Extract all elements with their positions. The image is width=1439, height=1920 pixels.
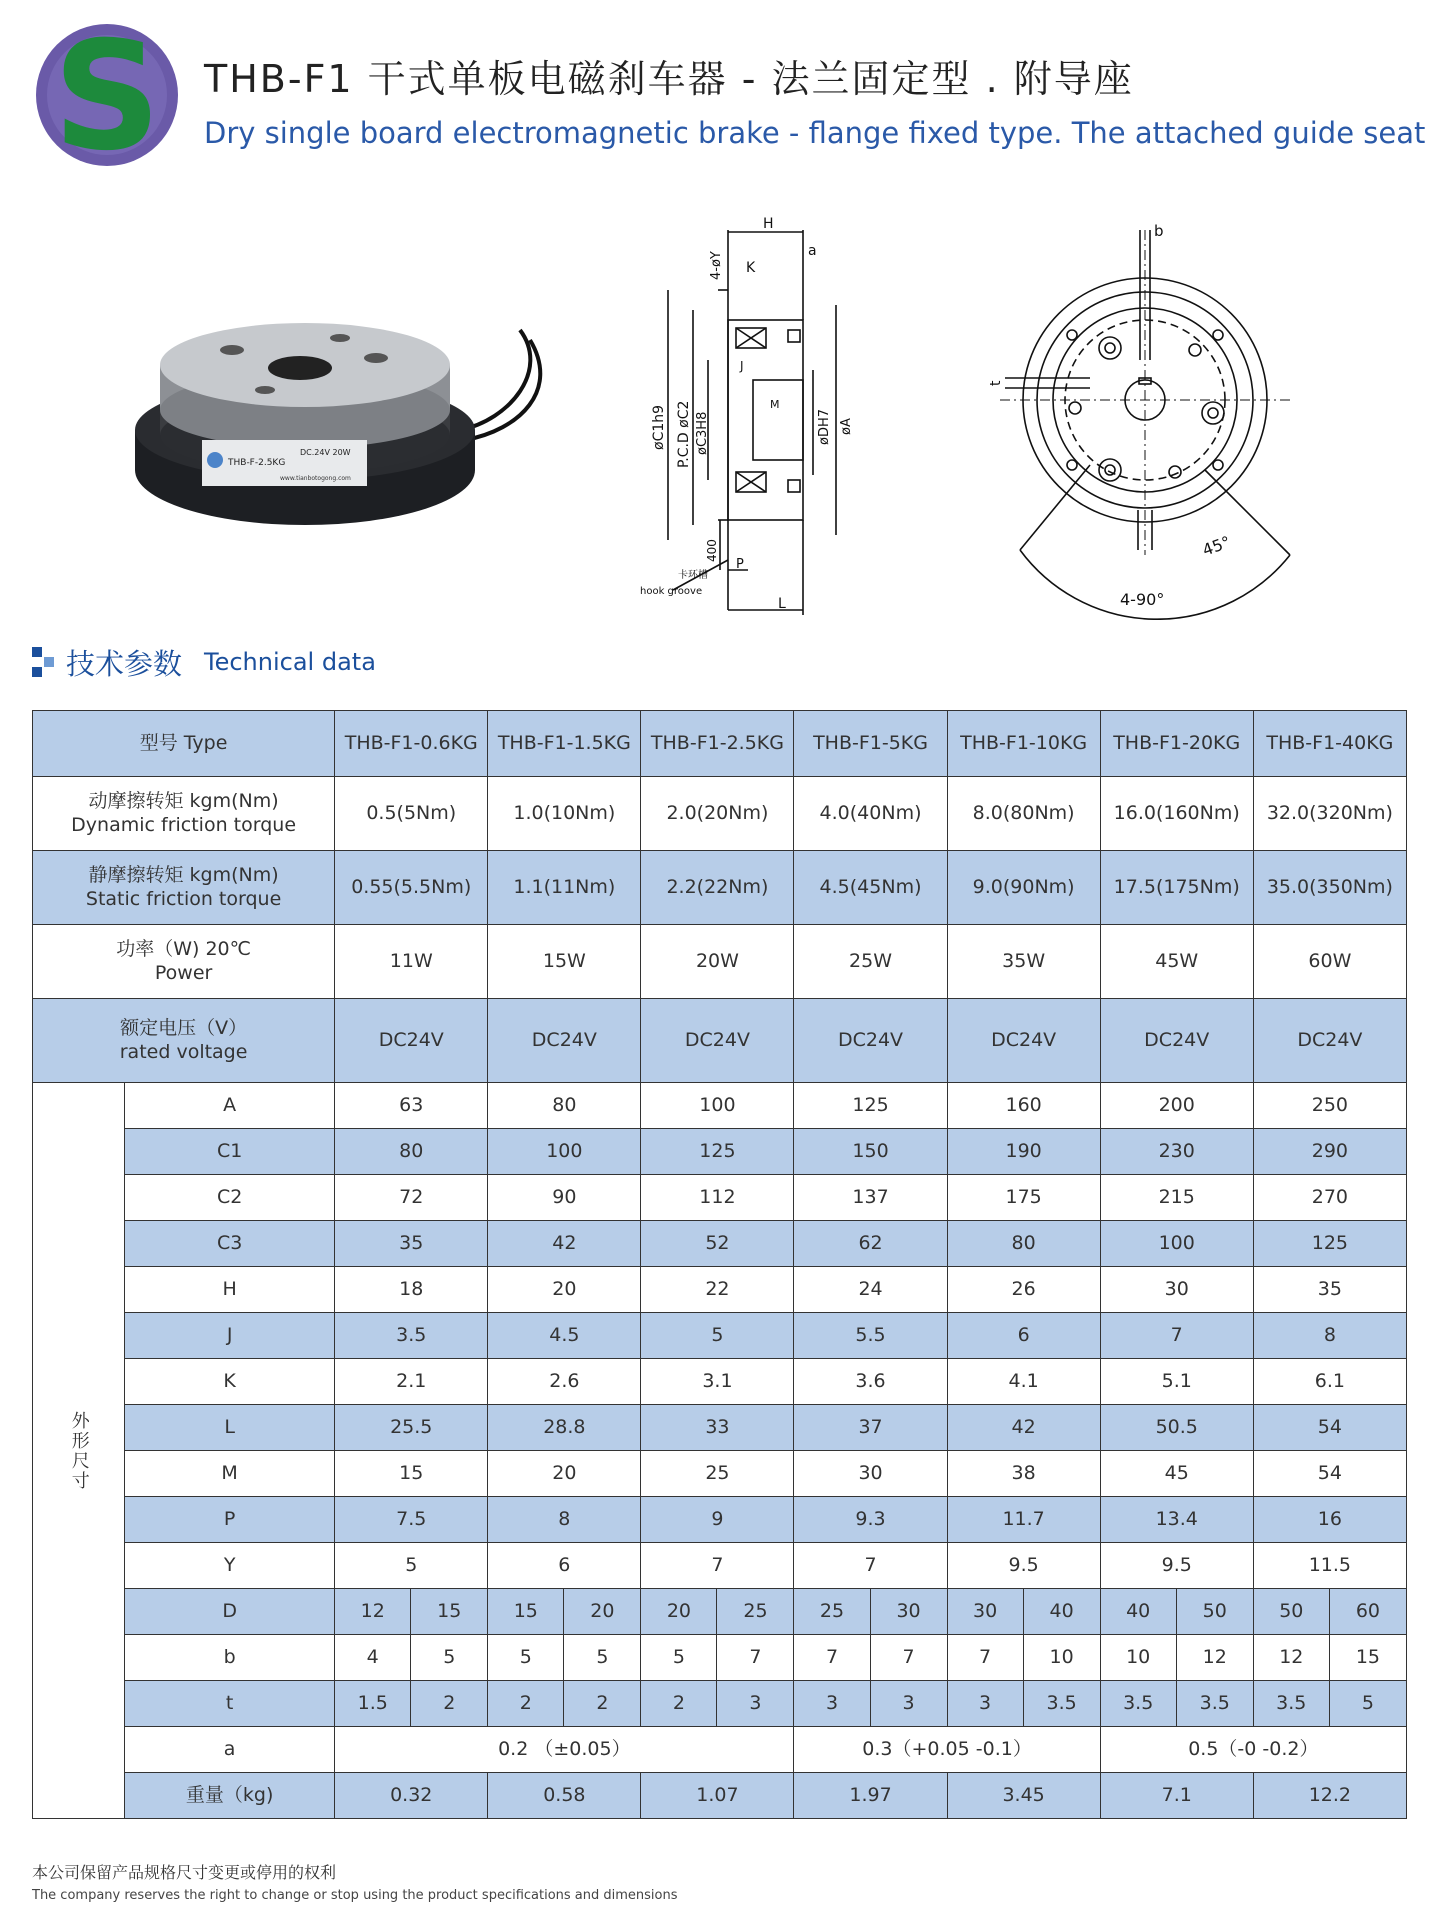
table-cell: 24 [794, 1267, 947, 1313]
table-cell: 30 [947, 1589, 1023, 1635]
table-row-a [33, 1727, 1407, 1773]
table-cell: 62 [794, 1221, 947, 1267]
dim-name: D [125, 1589, 335, 1635]
table-cell: 6 [488, 1543, 641, 1589]
table-cell: 100 [641, 1083, 794, 1129]
dim-name: b [125, 1635, 335, 1681]
table-cell: 5 [335, 1543, 488, 1589]
table-row-dynamic [33, 777, 1407, 851]
table-cell: 3.5 [1176, 1681, 1253, 1727]
table-cell: 12.2 [1253, 1773, 1406, 1819]
table-cell: 3.5 [1023, 1681, 1100, 1727]
table-cell: DC24V [641, 999, 794, 1083]
table-cell: 16 [1253, 1497, 1406, 1543]
table-cell: 30 [1100, 1267, 1253, 1313]
table-cell: 1.5 [335, 1681, 411, 1727]
table-cell: 30 [870, 1589, 947, 1635]
table-cell: 6 [947, 1313, 1100, 1359]
table-row-dim [33, 1405, 1407, 1451]
table-cell: 20 [641, 1589, 717, 1635]
table-cell: 50 [1253, 1589, 1329, 1635]
section-title-en: Technical data [204, 648, 376, 676]
model-header: THB-F1-10KG [947, 711, 1100, 777]
table-cell: 80 [947, 1221, 1100, 1267]
table-cell: 45 [1100, 1451, 1253, 1497]
photo-label-url: www.tianbotogong.com [280, 475, 351, 482]
table-row-dim [33, 1175, 1407, 1221]
dim-name: H [125, 1267, 335, 1313]
dim-name: C3 [125, 1221, 335, 1267]
model-header: THB-F1-20KG [1100, 711, 1253, 777]
table-cell: 9.5 [1100, 1543, 1253, 1589]
side-section-drawing [628, 210, 928, 630]
table-cell: 5 [411, 1635, 488, 1681]
table-cell: 7.5 [335, 1497, 488, 1543]
table-cell: 42 [488, 1221, 641, 1267]
table-cell: 28.8 [488, 1405, 641, 1451]
table-cell: 2 [411, 1681, 488, 1727]
table-cell: 20 [488, 1267, 641, 1313]
dim-name: t [125, 1681, 335, 1727]
table-cell: 4.5(45Nm) [794, 851, 947, 925]
table-row-dim [33, 1497, 1407, 1543]
table-cell: 4.1 [947, 1359, 1100, 1405]
table-cell: 0.2 （±0.05） [335, 1727, 794, 1773]
table-cell: DC24V [335, 999, 488, 1083]
table-cell: 50 [1176, 1589, 1253, 1635]
table-cell: 290 [1253, 1129, 1406, 1175]
dim-label-C3: øC3H8 [695, 411, 710, 455]
table-cell: 16.0(160Nm) [1100, 777, 1253, 851]
dim-label-DH7: øDH7 [817, 408, 832, 445]
row-label [33, 777, 335, 851]
table-cell: 11.7 [947, 1497, 1100, 1543]
table-cell: 20W [641, 925, 794, 999]
table-cell: 7 [794, 1635, 870, 1681]
table-cell: 22 [641, 1267, 794, 1313]
dim-name: P [125, 1497, 335, 1543]
table-cell: 38 [947, 1451, 1100, 1497]
table-cell: DC24V [1253, 999, 1406, 1083]
row-label-en: Power [154, 961, 213, 984]
row-label-en: Dynamic friction torque [71, 813, 297, 836]
dim-label-M: M [770, 398, 780, 411]
type-label: 型号 Type [33, 711, 335, 777]
table-cell: 15W [488, 925, 641, 999]
table-cell: 215 [1100, 1175, 1253, 1221]
row-label [33, 925, 335, 999]
table-cell: 160 [947, 1083, 1100, 1129]
dim-name: L [125, 1405, 335, 1451]
model-header: THB-F1-5KG [794, 711, 947, 777]
table-cell: 12 [1253, 1635, 1329, 1681]
table-cell: 200 [1100, 1083, 1253, 1129]
table-cell: 20 [488, 1451, 641, 1497]
table-cell: 3 [947, 1681, 1023, 1727]
row-label-cn: 静摩擦转矩 kgm(Nm) [88, 863, 279, 886]
table-cell: 3.1 [641, 1359, 794, 1405]
table-cell: 25 [794, 1589, 870, 1635]
table-cell: 10 [1023, 1635, 1100, 1681]
table-cell: 112 [641, 1175, 794, 1221]
table-cell: 2 [564, 1681, 641, 1727]
footer-note-en: The company reserves the right to change or stop using the product specifications and dimensions [32, 1888, 678, 1903]
table-cell: 3.45 [947, 1773, 1100, 1819]
table-cell: 5 [564, 1635, 641, 1681]
row-label-cn: 功率（W) 20℃ [116, 937, 251, 960]
table-cell: 5.5 [794, 1313, 947, 1359]
table-cell: 250 [1253, 1083, 1406, 1129]
dim-label-K: K [746, 260, 756, 276]
table-cell: 137 [794, 1175, 947, 1221]
angle-label-4-90: 4-90° [1120, 590, 1165, 609]
table-cell: 20 [564, 1589, 641, 1635]
row-label-cn: 额定电压（V） [120, 1016, 248, 1039]
table-row-static [33, 851, 1407, 925]
table-cell: 25 [641, 1451, 794, 1497]
table-cell: 190 [947, 1129, 1100, 1175]
table-cell: 2.6 [488, 1359, 641, 1405]
footer-note-cn: 本公司保留产品规格尺寸变更或停用的权利 [32, 1863, 337, 1882]
table-cell: 9.3 [794, 1497, 947, 1543]
table-cell: 40 [1100, 1589, 1176, 1635]
table-row-dim [33, 1681, 1407, 1727]
table-cell: 2 [488, 1681, 564, 1727]
table-cell: 1.0(10Nm) [488, 777, 641, 851]
table-cell: 7 [870, 1635, 947, 1681]
dim-label-C1: øC1h9 [651, 404, 667, 450]
table-cell: 90 [488, 1175, 641, 1221]
dim-label-Y: 4-øY [709, 251, 724, 280]
table-cell: 9 [641, 1497, 794, 1543]
row-label-en: rated voltage [119, 1040, 248, 1063]
table-cell: 18 [335, 1267, 488, 1313]
table-cell: 3 [717, 1681, 794, 1727]
dim-name: Y [125, 1543, 335, 1589]
table-cell: 7.1 [1100, 1773, 1253, 1819]
table-row-dim [33, 1313, 1407, 1359]
table-row-dim [33, 1451, 1407, 1497]
table-cell: 270 [1253, 1175, 1406, 1221]
photo-label-spec: DC.24V 20W [300, 448, 351, 457]
table-cell: 0.58 [488, 1773, 641, 1819]
table-cell: 30 [794, 1451, 947, 1497]
photo-label-model: THB-F-2.5KG [228, 458, 286, 468]
table-row-dim [33, 1083, 1407, 1129]
table-cell: 125 [794, 1083, 947, 1129]
table-cell: 0.32 [335, 1773, 488, 1819]
table-cell: 15 [1329, 1635, 1406, 1681]
table-cell: 3 [870, 1681, 947, 1727]
table-cell: 6.1 [1253, 1359, 1406, 1405]
table-cell: 25W [794, 925, 947, 999]
dimensions-group-label: 外形尺寸 [33, 1083, 125, 1819]
weight-label: 重量（kg) [125, 1773, 335, 1819]
table-cell: 80 [488, 1083, 641, 1129]
table-cell: 5 [641, 1313, 794, 1359]
dim-name: a [125, 1727, 335, 1773]
hook-groove-en: hook groove [640, 586, 703, 597]
table-cell: 32.0(320Nm) [1253, 777, 1406, 851]
table-cell: 5 [641, 1635, 717, 1681]
section-heading [32, 640, 376, 684]
page-title: THB-F1 干式单板电磁刹车器 - 法兰固定型 . 附导座 [204, 57, 1134, 101]
table-cell: 60 [1329, 1589, 1406, 1635]
table-cell: 60W [1253, 925, 1406, 999]
table-cell: 11W [335, 925, 488, 999]
table-cell: 100 [1100, 1221, 1253, 1267]
table-cell: 3.5 [1253, 1681, 1329, 1727]
table-cell: 2 [641, 1681, 717, 1727]
table-cell: 125 [1253, 1221, 1406, 1267]
table-cell: 35W [947, 925, 1100, 999]
row-label [33, 851, 335, 925]
model-header: THB-F1-2.5KG [641, 711, 794, 777]
table-cell: 26 [947, 1267, 1100, 1313]
table-row-dim [33, 1267, 1407, 1313]
table-cell: 1.97 [794, 1773, 947, 1819]
table-cell: 25.5 [335, 1405, 488, 1451]
dim-name: A [125, 1083, 335, 1129]
table-row-dim [33, 1129, 1407, 1175]
table-cell: 10 [1100, 1635, 1176, 1681]
table-cell: 12 [1176, 1635, 1253, 1681]
dim-label-C2: P.C.D øC2 [676, 400, 692, 468]
table-cell: 0.55(5.5Nm) [335, 851, 488, 925]
table-cell: DC24V [488, 999, 641, 1083]
dim-name: K [125, 1359, 335, 1405]
table-row-power [33, 925, 1407, 999]
table-cell: 15 [411, 1589, 488, 1635]
dim-label-a: a [808, 243, 817, 259]
logo-letter: S [52, 22, 162, 168]
table-cell: 1.1(11Nm) [488, 851, 641, 925]
table-row-dim [33, 1635, 1407, 1681]
table-cell: 125 [641, 1129, 794, 1175]
table-cell: 3.6 [794, 1359, 947, 1405]
table-row-dim [33, 1589, 1407, 1635]
dim-name: J [125, 1313, 335, 1359]
table-row-weight [33, 1773, 1407, 1819]
spec-table [32, 710, 1407, 1819]
model-header: THB-F1-0.6KG [335, 711, 488, 777]
dim-label-J: J [740, 359, 744, 373]
table-cell: 54 [1253, 1451, 1406, 1497]
table-cell: 63 [335, 1083, 488, 1129]
table-cell: 80 [335, 1129, 488, 1175]
table-cell: 13.4 [1100, 1497, 1253, 1543]
table-cell: 7 [1100, 1313, 1253, 1359]
dim-label-t: t [988, 380, 1004, 386]
table-cell: 42 [947, 1405, 1100, 1451]
dim-label-H: H [763, 216, 774, 232]
section-bullet-icon [32, 647, 56, 677]
dim-label-P: P [736, 557, 744, 572]
table-cell: 33 [641, 1405, 794, 1451]
table-cell: 52 [641, 1221, 794, 1267]
section-title-cn: 技术参数 [66, 646, 183, 681]
table-cell: 11.5 [1253, 1543, 1406, 1589]
dim-label-L: L [778, 596, 786, 612]
table-cell: 72 [335, 1175, 488, 1221]
table-cell: 5 [1329, 1681, 1406, 1727]
table-cell: 35.0(350Nm) [1253, 851, 1406, 925]
table-cell: 0.5(5Nm) [335, 777, 488, 851]
company-logo [34, 22, 180, 168]
table-cell: 175 [947, 1175, 1100, 1221]
table-cell: 100 [488, 1129, 641, 1175]
product-photo [130, 310, 570, 530]
table-cell: 8.0(80Nm) [947, 777, 1100, 851]
table-cell: 7 [947, 1635, 1023, 1681]
table-cell: 7 [794, 1543, 947, 1589]
table-cell: 9.5 [947, 1543, 1100, 1589]
table-cell: 1.07 [641, 1773, 794, 1819]
table-cell: 0.3（+0.05 -0.1） [794, 1727, 1100, 1773]
table-cell: 3.5 [335, 1313, 488, 1359]
dim-label-b: b [1154, 222, 1164, 240]
table-cell: 7 [641, 1543, 794, 1589]
table-cell: 12 [335, 1589, 411, 1635]
model-header: THB-F1-1.5KG [488, 711, 641, 777]
table-cell: 40 [1023, 1589, 1100, 1635]
table-cell: 25 [717, 1589, 794, 1635]
dim-name: C2 [125, 1175, 335, 1221]
hook-groove-cn: 卡环槽 [678, 570, 708, 581]
table-cell: DC24V [947, 999, 1100, 1083]
row-label-cn: 动摩擦转矩 kgm(Nm) [88, 789, 279, 812]
front-view-drawing [960, 210, 1310, 620]
row-label [33, 999, 335, 1083]
dim-label-A: øA [839, 418, 854, 435]
table-cell: 37 [794, 1405, 947, 1451]
angle-label-45: 45° [1199, 532, 1234, 560]
table-cell: 5 [488, 1635, 564, 1681]
table-cell: 0.5（-0 -0.2） [1100, 1727, 1406, 1773]
table-cell: 3.5 [1100, 1681, 1176, 1727]
table-row-dim [33, 1221, 1407, 1267]
table-cell: DC24V [794, 999, 947, 1083]
table-cell: 17.5(175Nm) [1100, 851, 1253, 925]
table-cell: DC24V [1100, 999, 1253, 1083]
table-cell: 5.1 [1100, 1359, 1253, 1405]
dim-name: M [125, 1451, 335, 1497]
table-cell: 4 [335, 1635, 411, 1681]
table-cell: 8 [488, 1497, 641, 1543]
table-row-type [33, 711, 1407, 777]
table-cell: 15 [488, 1589, 564, 1635]
table-cell: 2.2(22Nm) [641, 851, 794, 925]
dim-label-400: 400 [705, 539, 719, 562]
table-cell: 35 [335, 1221, 488, 1267]
row-label-en: Static friction torque [85, 887, 282, 910]
table-cell: 230 [1100, 1129, 1253, 1175]
table-cell: 2.0(20Nm) [641, 777, 794, 851]
table-cell: 9.0(90Nm) [947, 851, 1100, 925]
table-cell: 4.0(40Nm) [794, 777, 947, 851]
table-row-dim [33, 1543, 1407, 1589]
model-header: THB-F1-40KG [1253, 711, 1406, 777]
table-cell: 8 [1253, 1313, 1406, 1359]
table-cell: 150 [794, 1129, 947, 1175]
page-subtitle: Dry single board electromagnetic brake - flange fixed type. The attached guide seat [204, 116, 1426, 150]
table-cell: 54 [1253, 1405, 1406, 1451]
table-cell: 15 [335, 1451, 488, 1497]
table-cell: 4.5 [488, 1313, 641, 1359]
dim-name: C1 [125, 1129, 335, 1175]
table-cell: 7 [717, 1635, 794, 1681]
table-cell: 2.1 [335, 1359, 488, 1405]
table-row-voltage [33, 999, 1407, 1083]
table-cell: 35 [1253, 1267, 1406, 1313]
table-row-dim [33, 1359, 1407, 1405]
table-cell: 50.5 [1100, 1405, 1253, 1451]
table-cell: 3 [794, 1681, 870, 1727]
table-cell: 45W [1100, 925, 1253, 999]
